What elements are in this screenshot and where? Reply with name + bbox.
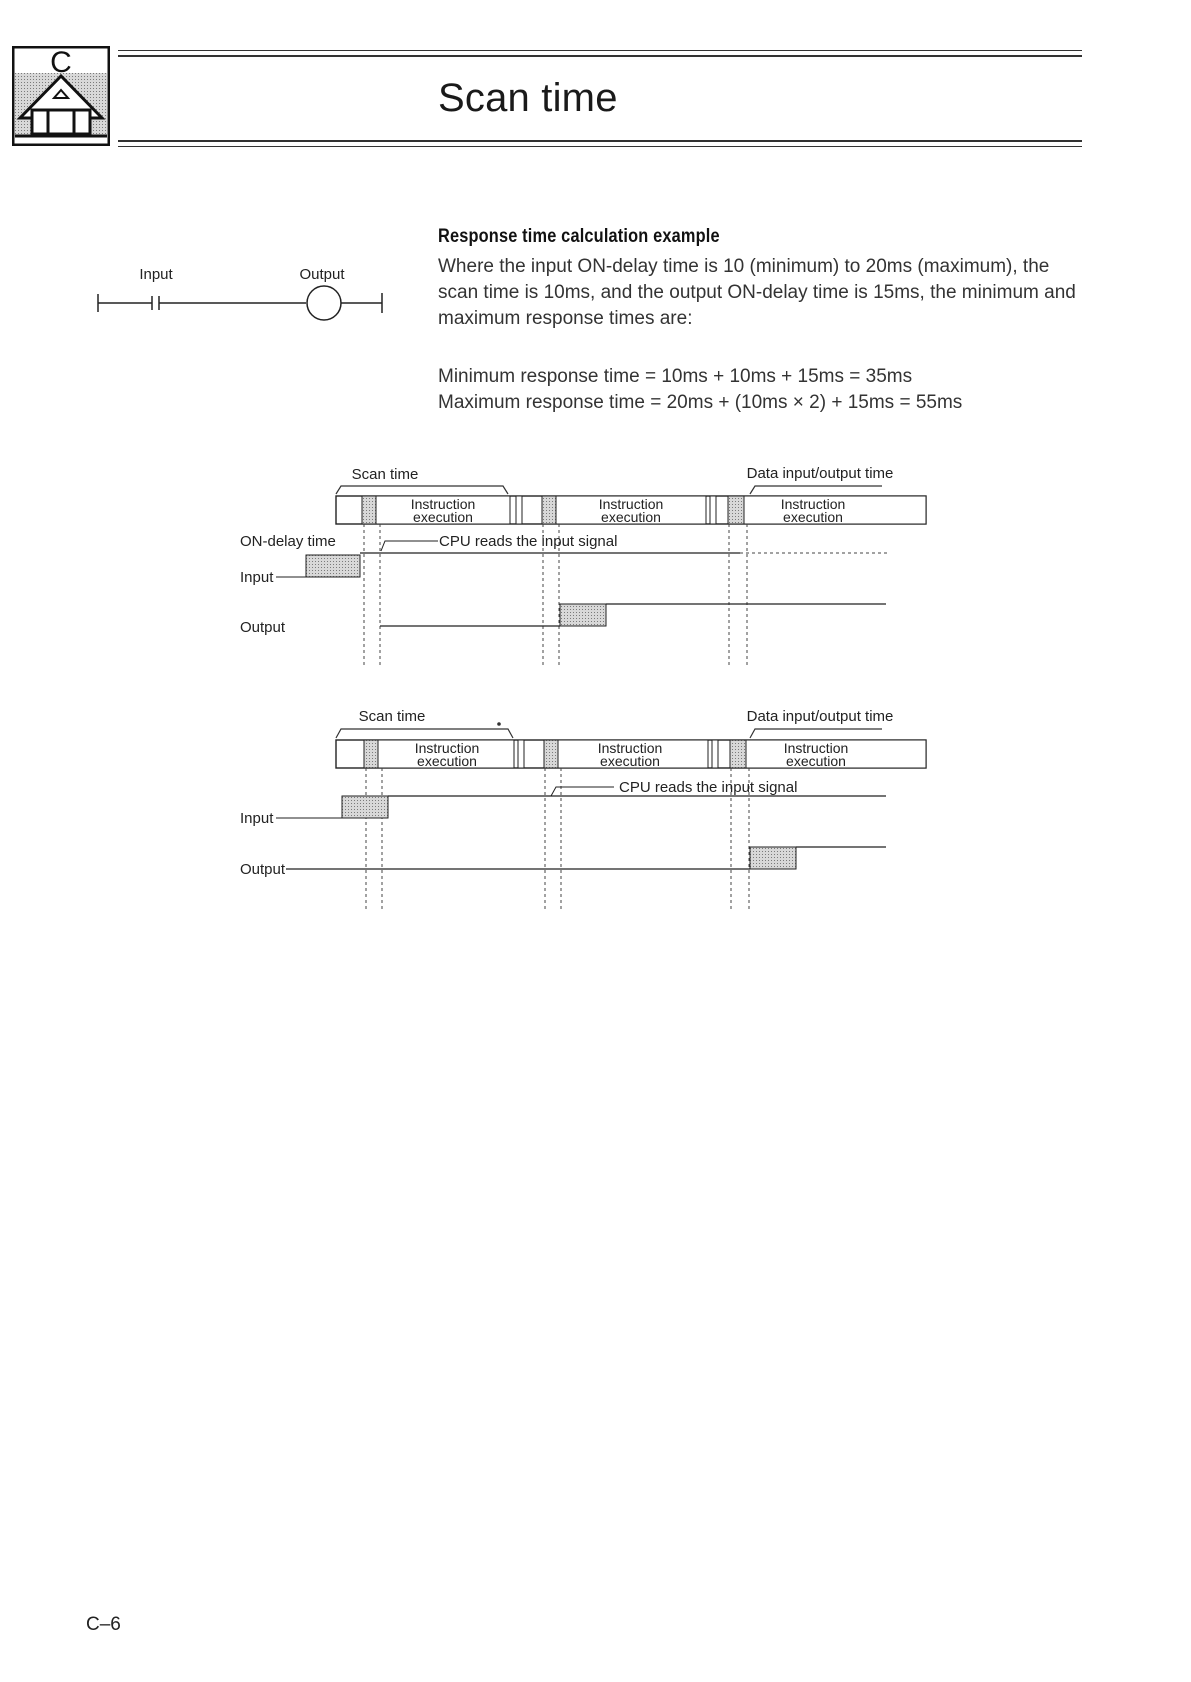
bottom-cpu-reads-label: CPU reads the input signal (619, 779, 798, 796)
ladder-output-label: Output (299, 266, 345, 283)
chapter-logo (12, 46, 110, 146)
bottom-block3-line1: Instruction (783, 740, 849, 756)
bottom-block3-line2: execution (786, 753, 846, 769)
top-block1-line2: execution (413, 509, 473, 525)
top-block3-line1: Instruction (780, 496, 846, 512)
bottom-block2-line2: execution (600, 753, 660, 769)
bottom-scan-time-label: Scan time (358, 708, 426, 725)
top-block2-line1: Instruction (598, 496, 664, 512)
page-number: C–6 (86, 1614, 121, 1635)
top-block3-line2: execution (783, 509, 843, 525)
header-rule-top-2 (118, 55, 1082, 57)
section-heading: Response time calculation example (438, 226, 720, 247)
timing-diagram-top (240, 462, 940, 672)
ladder-diagram (90, 256, 400, 326)
ladder-input-label: Input (139, 266, 173, 283)
top-input-label: Input (240, 569, 274, 586)
min-response-equation: Minimum response time = 10ms + 10ms + 15ms = 35ms (438, 366, 913, 387)
page-title: Scan time (438, 76, 618, 120)
bottom-data-io-label: Data input/output time (746, 708, 894, 725)
timing-diagram-bottom (240, 704, 940, 914)
bottom-block1-line2: execution (417, 753, 477, 769)
bottom-output-label: Output (240, 861, 286, 878)
bottom-block1-line1: Instruction (414, 740, 480, 756)
header-rule-bottom-1 (118, 140, 1082, 142)
top-block1-line1: Instruction (410, 496, 476, 512)
max-response-equation: Maximum response time = 20ms + (10ms × 2) + 15ms = 55ms (438, 392, 963, 413)
section-paragraph: Where the input ON-delay time is 10 (minimum) to 20ms (maximum), the scan time is 10ms, and the output ON-delay time is 15ms, the minimum and maximum response times are: (438, 256, 1076, 329)
top-output-label: Output (240, 619, 286, 636)
bottom-block2-line1: Instruction (597, 740, 663, 756)
bottom-input-label: Input (240, 810, 274, 827)
top-block2-line2: execution (601, 509, 661, 525)
top-data-io-label: Data input/output time (746, 465, 894, 482)
top-cpu-reads-label: CPU reads the input signal (439, 533, 618, 550)
header-rule-bottom-2 (118, 146, 1082, 147)
top-scan-time-label: Scan time (351, 466, 419, 483)
header-rule-top-1 (118, 50, 1082, 51)
chapter-letter: C (50, 46, 72, 79)
top-on-delay-label: ON-delay time (240, 533, 336, 550)
